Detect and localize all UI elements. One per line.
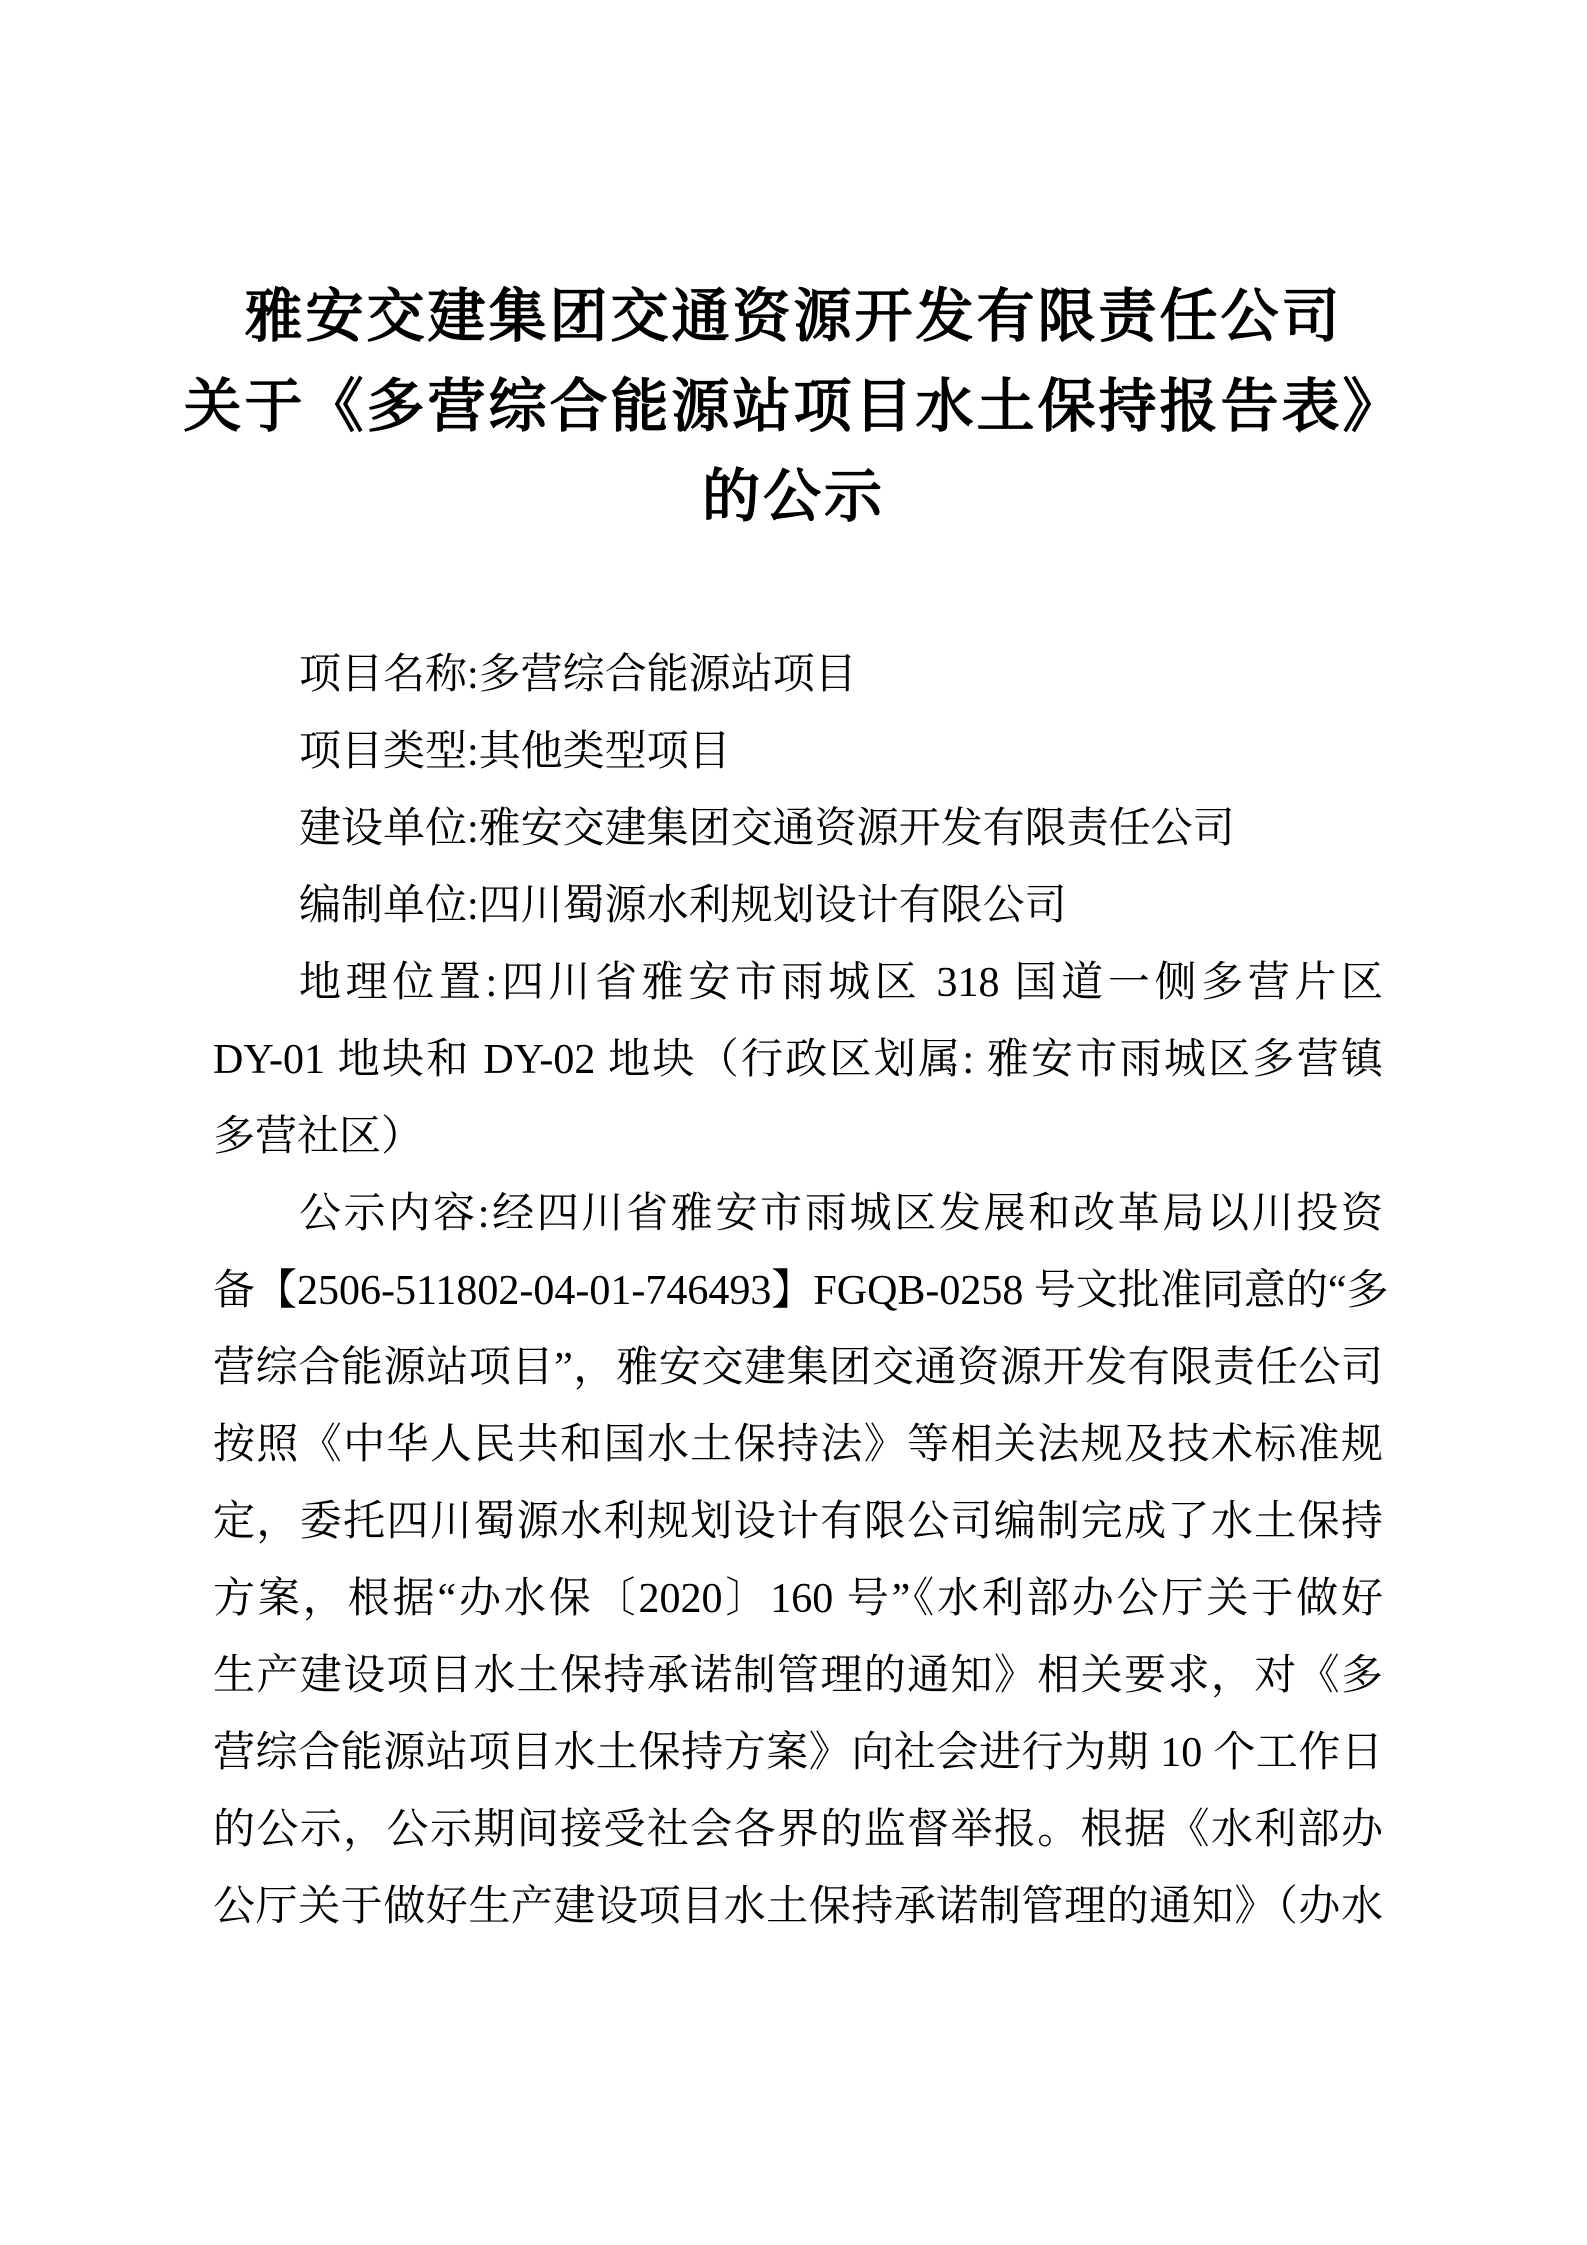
body-line-notice-content-8: 营综合能源站项目水土保持方案》向社会进行为期 10 个工作日 [213,1730,1383,1776]
body-line-notice-content-7: 生产建设项目水土保持承诺制管理的通知》相关要求，对《多 [213,1653,1383,1699]
body-line-notice-content-10: 公厅关于做好生产建设项目水土保持承诺制管理的通知》（办水 [213,1884,1383,1930]
body-line-location-1: 地理位置:四川省雅安市雨城区 318 国道一侧多营片区 [299,960,1383,1006]
body-line-notice-content-1: 公示内容:经四川省雅安市雨城区发展和改革局以川投资 [299,1191,1383,1237]
document-body [213,637,1389,1946]
document-title-line-1: 雅安交建集团交通资源开发有限责任公司 [244,284,1343,349]
body-line-location-2: DY-01 地块和 DY-02 地块（行政区划属: 雅安市雨城区多营镇 [213,1037,1383,1083]
body-line-project-type: 项目类型:其他类型项目 [299,729,731,775]
body-line-location-3: 多营社区） [213,1114,424,1160]
document-title-line-3: 的公示 [701,464,885,529]
body-line-compiling-unit: 编制单位:四川蜀源水利规划设计有限公司 [299,883,1067,929]
body-line-notice-content-4: 按照《中华人民共和国水土保持法》等相关法规及技术标准规 [213,1422,1383,1468]
body-line-notice-content-9: 的公示，公示期间接受社会各界的监督举报。根据《水利部办 [213,1807,1383,1853]
body-line-construction-unit: 建设单位:雅安交建集团交通资源开发有限责任公司 [299,806,1235,852]
document-title-line-2: 关于《多营综合能源站项目水土保持报告表》 [183,374,1404,439]
body-line-project-name: 项目名称:多营综合能源站项目 [299,652,857,698]
body-line-notice-content-5: 定，委托四川蜀源水利规划设计有限公司编制完成了水土保持 [213,1499,1383,1545]
body-line-notice-content-6: 方案，根据“办水保〔2020〕160 号”《水利部办公厅关于做好 [213,1576,1383,1622]
document-title [0,272,1587,542]
body-line-notice-content-2: 备【2506-511802-04-01-746493】FGQB-0258 号文批准同意的“多 [213,1268,1389,1314]
body-line-notice-content-3: 营综合能源站项目”，雅安交建集团交通资源开发有限责任公司 [213,1345,1383,1391]
